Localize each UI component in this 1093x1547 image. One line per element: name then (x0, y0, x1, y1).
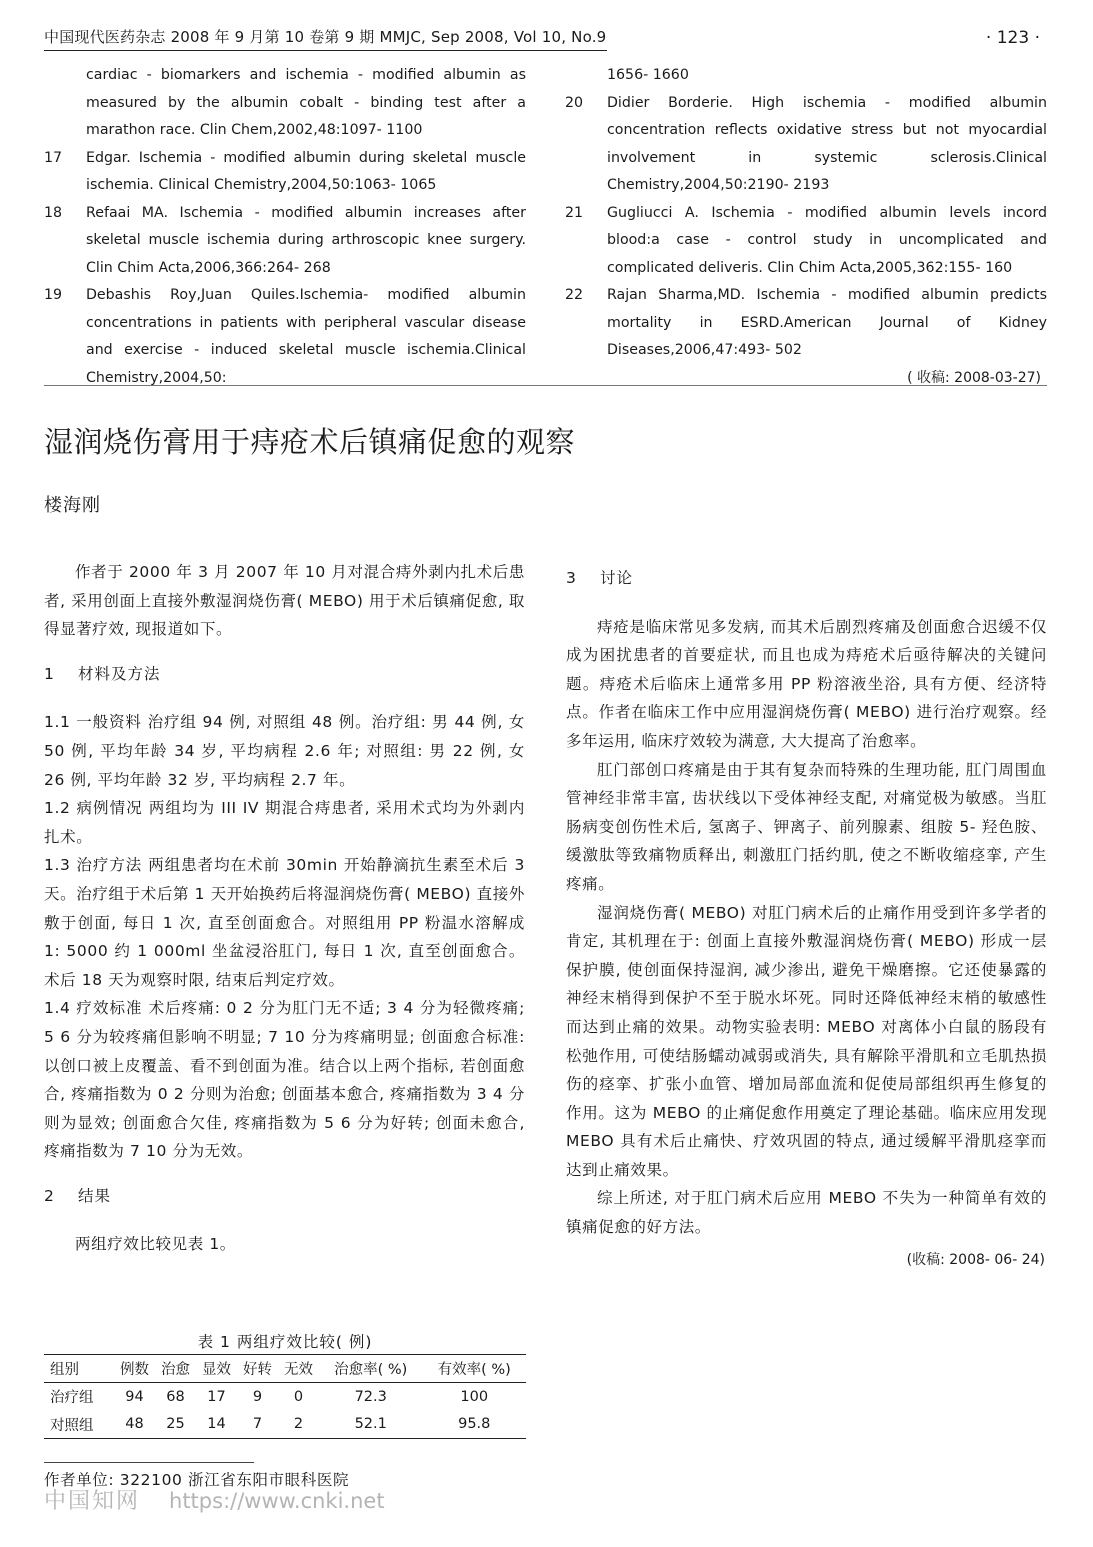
article-title: 湿润烧伤膏用于痔疮术后镇痛促愈的观察 (44, 425, 576, 459)
reference-number: 20 (565, 94, 584, 111)
references-left (44, 62, 526, 392)
discussion-paragraph: 肛门部创口疼痛是由于其有复杂而特殊的生理功能, 肛门周围血管神经非常丰富, 齿状线以下受体神经支配, 对痛觉极为敏感。当肛肠病变创伤性术后, 氢离子、钾离子、前列腺素、组胺 5- 羟色胺、缓激肽等致痛物质释出, 刺激肛门括约肌, 使之不断收缩痉挛, 产生疼痛。 (566, 760, 1047, 893)
paragraph-case-info: 1.2 病例情况 两组均为 III IV 期混合痔患者, 采用术式均为外剥内扎术。 (44, 799, 525, 846)
reference-text: 1656- 1660 (607, 67, 689, 83)
body-column-left (44, 558, 525, 1259)
table-header-cell: 治愈率( %) (334, 1362, 408, 1378)
reference-text: Didier Borderie. High ischemia - modified albumin concentration reflects oxidative stress but not myocardial involvement in systemic sclerosis.Clinical Chemistry,2004,50:2190- 2193 (607, 94, 1047, 193)
reference-item (565, 90, 1047, 200)
section-number: 1 (44, 664, 55, 683)
efficacy-table (44, 1354, 526, 1439)
reference-item (44, 200, 526, 283)
reference-number: 17 (44, 149, 63, 166)
table-cell: 95.8 (458, 1416, 491, 1433)
journal-citation: 中国现代医药杂志 2008 年 9 月第 10 卷第 9 期 MMJC, Sep 2008, Vol 10, No.9 (44, 28, 607, 46)
section-title: 讨论 (599, 569, 633, 587)
received-date-previous: ( 收稿: 2008-03-27) (907, 369, 1041, 386)
table-cell: 0 (293, 1388, 304, 1405)
table-header-row (44, 1355, 526, 1383)
table-header-cell: 治愈 (160, 1362, 190, 1378)
footnote-rule (44, 1462, 254, 1463)
table-cell: 25 (166, 1416, 185, 1433)
table-header-cell: 好转 (242, 1362, 272, 1378)
reference-text: Edgar. Ischemia - modified albumin during skeletal muscle ischemia. Clinical Chemistry,2004,50:1063- 1065 (86, 149, 526, 193)
table-caption: 表 1 两组疗效比较( 例) (197, 1333, 373, 1351)
reference-item (565, 200, 1047, 283)
reference-continuation (565, 62, 1047, 90)
reference-number: 18 (44, 204, 63, 221)
paragraph-results: 两组疗效比较见表 1。 (75, 1235, 236, 1254)
reference-text: Gugliucci A. Ischemia - modified albumin levels incord blood:a case - control study in uncomplicated and complicated deliveris. Clin Chim Acta,2005,362:155- 160 (607, 204, 1047, 276)
body-column-right (566, 558, 1047, 1274)
section-heading-results (44, 1182, 525, 1211)
table-header-cell: 显效 (201, 1362, 231, 1378)
results-table (44, 1330, 526, 1439)
table-cell: 52.1 (354, 1416, 387, 1433)
article-author: 楼海刚 (44, 495, 101, 516)
watermark-logo-text: 中国知网 (44, 1489, 141, 1514)
watermark-url: https://www.cnki.net (169, 1489, 385, 1513)
table-cell: 17 (207, 1388, 226, 1405)
intro-paragraph: 作者于 2000 年 3 月 2007 年 10 月对混合痔外剥内扎术后患者, 采用创面上直接外敷湿润烧伤膏( MEBO) 用于术后镇痛促愈, 取得显著疗效, 现报道如下。 (44, 563, 525, 639)
reference-number: 19 (44, 287, 63, 303)
discussion-paragraph: 综上所述, 对于肛门病术后应用 MEBO 不失为一种简单有效的镇痛促愈的好方法。 (566, 1189, 1047, 1237)
paragraph-treatment-method: 1.3 治疗方法 两组患者均在术前 30min 开始静滴抗生素至术后 3 天。治疗组于术后第 1 天开始换药后将湿润烧伤膏( MEBO) 直接外敷于创面, 每日 1 次, 直至创面愈合。对照组用 PP 粉温水溶解成 1: 5000 约 1 000ml 坐盆浸浴肛门, 每日 1 次, 直至创面愈合。术后 18 天为观察时限, 结束后判定疗效。 (44, 856, 525, 989)
section-number: 2 (44, 1186, 55, 1205)
reference-item (44, 145, 526, 200)
reference-text: Debashis Roy,Juan Quiles.Ischemia- modified albumin concentrations in patients with peripheral vascular disease and exercise - induced skeletal muscle ischemia.Clinical Chemistry,2004,50: (86, 287, 526, 386)
table-row (44, 1411, 526, 1439)
discussion-paragraph: 痔疮是临床常见多发病, 而其术后剧烈疼痛及创面愈合迟缓不仅成为困扰患者的首要症状, 而且也成为痔疮术后亟待解决的关键问题。痔疮术后临床上通常多用 PP 粉溶液坐浴, 具有方便、经济特点。作者在临床工作中应用湿润烧伤膏( MEBO) 进行治疗观察。经多年运用, 临床疗效较为满意, 大大提高了治愈率。 (566, 617, 1047, 750)
reference-text: Rajan Sharma,MD. Ischemia - modified albumin predicts mortality in ESRD.American Journal of Kidney Diseases,2006,47:493- 502 (607, 287, 1047, 358)
table-header-cell: 无效 (283, 1362, 313, 1378)
reference-continuation (44, 62, 526, 145)
paragraph-general-data: 1.1 一般资料 治疗组 94 例, 对照组 48 例。治疗组: 男 44 例, 女 50 例, 平均年龄 34 岁, 平均病程 2.6 年; 对照组: 男 22 例, 女 26 例, 平均年龄 32 岁, 平均病程 2.7 年。 (44, 713, 525, 789)
table-cell: 2 (293, 1416, 304, 1433)
table-header-cell: 组别 (50, 1362, 79, 1378)
reference-item (44, 282, 526, 392)
cnki-watermark (44, 1484, 385, 1515)
table-row (44, 1383, 526, 1411)
section-number: 3 (566, 569, 577, 587)
author-affiliation: 作者单位: 322100 浙江省东阳市眼科医院 (44, 1471, 350, 1489)
page-number: · 123 · (985, 28, 1040, 48)
table-cell: 14 (207, 1416, 226, 1433)
table-cell: 7 (252, 1416, 263, 1433)
reference-item (565, 282, 1047, 365)
table-cell: 治疗组 (50, 1390, 94, 1407)
reference-text: cardiac - biomarkers and ischemia - modified albumin as measured by the albumin cobalt - binding test after a marathon race. Clin Chem,2002,48:1097- 1100 (86, 67, 526, 138)
table-cell: 48 (125, 1416, 144, 1433)
section-heading-methods (44, 660, 525, 689)
table-cell: 94 (125, 1388, 144, 1405)
paragraph-efficacy-criteria: 1.4 疗效标准 术后疼痛: 0 2 分为肛门无不适; 3 4 分为轻微疼痛; 5 6 分为较疼痛但影响不明显; 7 10 分为疼痛明显; 创面愈合标准: 以创口被上皮覆盖、看不到创面为准。结合以上两个指标, 若创面愈合, 疼痛指数为 0 2 分则为治愈; 创面基本愈合, 疼痛指数为 3 4 分则为显效; 创面愈合欠佳, 疼痛指数为 5 6 分为好转; 创面未愈合, 疼痛指数为 7 10 分为无效。 (44, 999, 525, 1161)
discussion-paragraph: 湿润烧伤膏( MEBO) 对肛门病术后的止痛作用受到许多学者的肯定, 其机理在于: 创面上直接外敷湿润烧伤膏( MEBO) 形成一层保护膜, 使创面保持湿润, 减少渗出, 避免干燥磨擦。它还使暴露的神经末梢得到保护不至于脱水坏死。同时还降低神经末梢的敏感性而达到止痛的效果。动物实验表明: MEBO 对离体小白鼠的肠段有松弛作用, 可使结肠蠕动减弱或消失, 具有解除平滑肌和立毛肌热损伤的痉挛、扩张小血管、增加局部血流和促使局部组织再生修复的作用。这为 MEBO 的止痛促愈作用奠定了理论基础。临床应用发现 MEBO 具有术后止痛快、疗效巩固的特点, 通过缓解平滑肌痉挛而达到止痛效果。 (566, 903, 1047, 1179)
received-date: (收稿: 2008- 06- 24) (906, 1251, 1045, 1268)
section-title: 结果 (77, 1186, 111, 1205)
table-cell: 对照组 (50, 1417, 94, 1434)
table-cell: 9 (252, 1388, 263, 1405)
reference-number: 21 (565, 204, 584, 221)
section-title: 材料及方法 (77, 664, 161, 683)
table-cell: 100 (460, 1388, 489, 1405)
references-right (565, 62, 1047, 392)
reference-number: 22 (565, 287, 584, 303)
table-header-cell: 有效率( %) (437, 1362, 511, 1378)
table-header-cell: 例数 (119, 1362, 149, 1378)
article-divider (44, 385, 1047, 386)
header-rule (44, 50, 607, 51)
reference-text: Refaai MA. Ischemia - modified albumin increases after skeletal muscle ischemia during arthroscopic knee surgery. Clin Chim Acta,2006,366:264- 268 (86, 204, 526, 276)
table-cell: 68 (166, 1388, 185, 1405)
table-cell: 72.3 (354, 1388, 387, 1405)
running-header (44, 26, 1050, 52)
section-heading-discussion (566, 564, 1047, 593)
